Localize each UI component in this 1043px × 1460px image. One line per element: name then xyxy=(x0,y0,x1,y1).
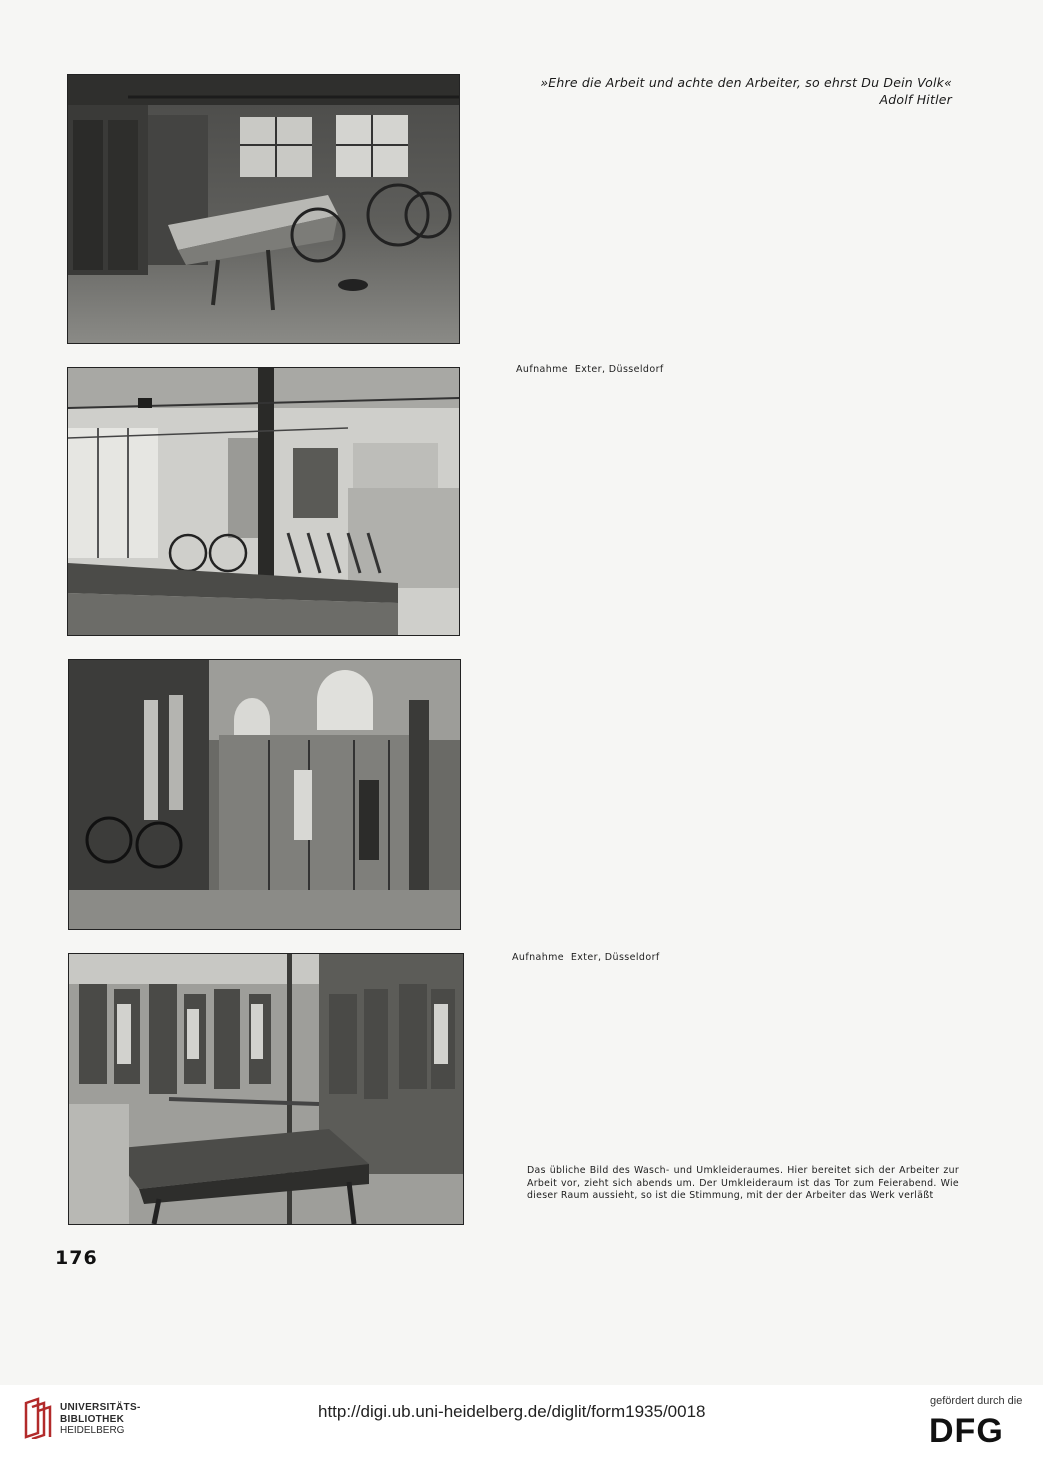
library-line-2: BIBLIOTHEK xyxy=(60,1413,125,1425)
photo-caption: Das übliche Bild des Wasch- und Umkleideraumes. Hier bereitet sich der Arbeiter zur Arbeit vor, zieht sich abends um. Der Umkleideraum ist das Tor zum Feierabend. Wie dieser Raum aussieht, so ist die Stimmung, mit der der Arbeiter das Werk verläßt xyxy=(527,1165,959,1201)
photo-credit-1: Aufnahme Exter, Düsseldorf xyxy=(516,364,664,375)
footer-bar xyxy=(0,1385,1043,1460)
library-line-3: HEIDELBERG xyxy=(60,1425,125,1436)
sponsor-label: gefördert durch die xyxy=(930,1395,1023,1407)
photo-coat-hooks-basin xyxy=(68,953,464,1225)
quote-text: »Ehre die Arbeit und achte den Arbeiter, so ehrst Du Dein Volk« xyxy=(540,75,952,90)
photo-credit-2: Aufnahme Exter, Düsseldorf xyxy=(512,952,660,963)
library-line-1: UNIVERSITÄTS- xyxy=(60,1402,141,1413)
page-number: 176 xyxy=(55,1247,98,1269)
dfg-logo: DFG xyxy=(929,1412,1004,1450)
university-library-name xyxy=(60,1402,141,1437)
university-library-logo-icon xyxy=(22,1397,54,1439)
quote-block xyxy=(490,74,952,108)
quote-author: Adolf Hitler xyxy=(879,92,952,107)
photo-wash-room-troughs xyxy=(67,74,460,344)
photo-changing-room-table xyxy=(67,367,460,636)
source-url-link[interactable]: http://digi.ub.uni-heidelberg.de/diglit/form1935/0018 xyxy=(318,1402,706,1421)
photo-locker-room xyxy=(68,659,461,930)
